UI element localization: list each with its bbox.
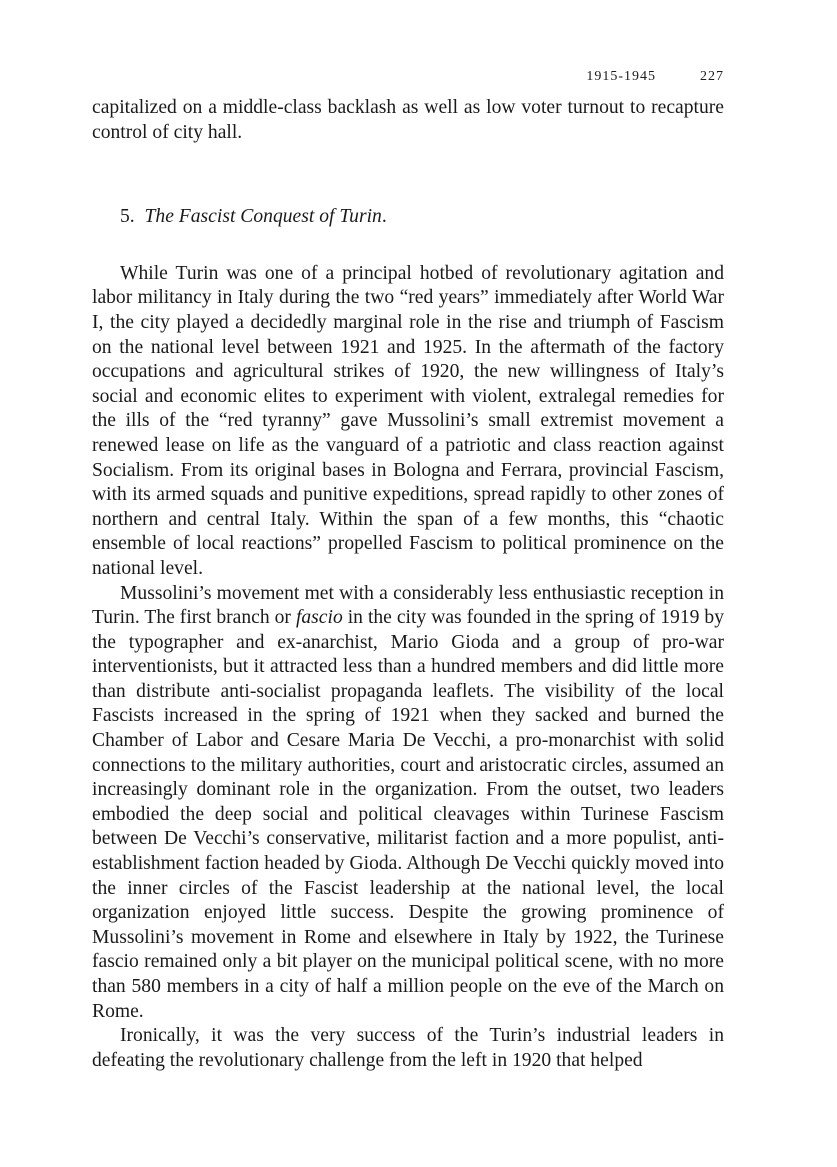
paragraph: Ironically, it was the very success of the Turin’s industrial leaders in defeating the revolutionary challenge from the left in 1920 that helped [92, 1025, 724, 1071]
heading-spacer [92, 230, 724, 262]
page-number: 227 [700, 69, 724, 84]
paragraph-text: in the city was founded in the spring of 1919 by the typographer and ex-anarchist, Mario Gioda and a group of pro-war interventionists, but it attracted less than a hundred members and did little more than distribute anti-socialist propaganda leaflets. The visibility of the local Fascists increased in the spring of 1921 when they sacked and burned the Chamber of Labor and Cesare Maria De Vecchi, a pro-monarchist with solid connections to the military authorities, court and aristocratic circles, assumed an increasingly dominant role in the organization. From the outset, two leaders embodied the deep social and political cleavages within Turinese Fascism between De Vecchi’s conservative, militarist faction and a more populist, anti-establishment faction headed by Gioda. Although De Vecchi quickly moved into the inner circles of the Fascist leadership at the national level, the local organization enjoyed little success. Despite the growing prominence of Mussolini’s movement in Rome and elsewhere in Italy by 1922, the Turinese fascio remained only a bit player on the municipal political scene, with no more than 580 members in a city of half a million people on the eve of the March on Rome. [92, 607, 724, 1022]
running-head [92, 66, 724, 88]
section-title: The Fascist Conquest of Turin [144, 206, 382, 228]
section-heading [120, 205, 724, 230]
paragraph: While Turin was one of a principal hotbed of revolutionary agitation and labor militancy in Italy during the two “red years” immediately after World War I, the city played a decidedly marginal role in the rise and triumph of Fascism on the national level between 1921 and 1925. In the aftermath of the factory occupations and agricultural strikes of 1920, the new willingness of Italy’s social and economic elites to experiment with violent, extralegal remedies for the ills of the “red tyranny” gave Mussolini’s small extremist movement a renewed lease on life as the vanguard of a patriotic and class reaction against Socialism. From its original bases in Bologna and Ferrara, provincial Fascism, with its armed squads and punitive expeditions, spread rapidly to other zones of northern and central Italy. Within the span of a few months, this “chaotic ensemble of local reactions” propelled Fascism to political prominence on the national level. [92, 262, 724, 579]
paragraph-continued: capitalized on a middle-class backlash as well as low voter turnout to recapture control of city hall. [92, 97, 724, 143]
section-number: 5. [120, 206, 135, 228]
running-head-range: 1915-1945 [586, 69, 656, 84]
section-title-period: . [381, 206, 387, 228]
paragraph-text: Mussolini’s movement met with a considerably less enthusiastic reception in Turin. The first branch or [92, 582, 724, 629]
italic-term: fascio [295, 607, 343, 629]
paragraph [92, 582, 724, 1025]
book-page [92, 66, 724, 1073]
